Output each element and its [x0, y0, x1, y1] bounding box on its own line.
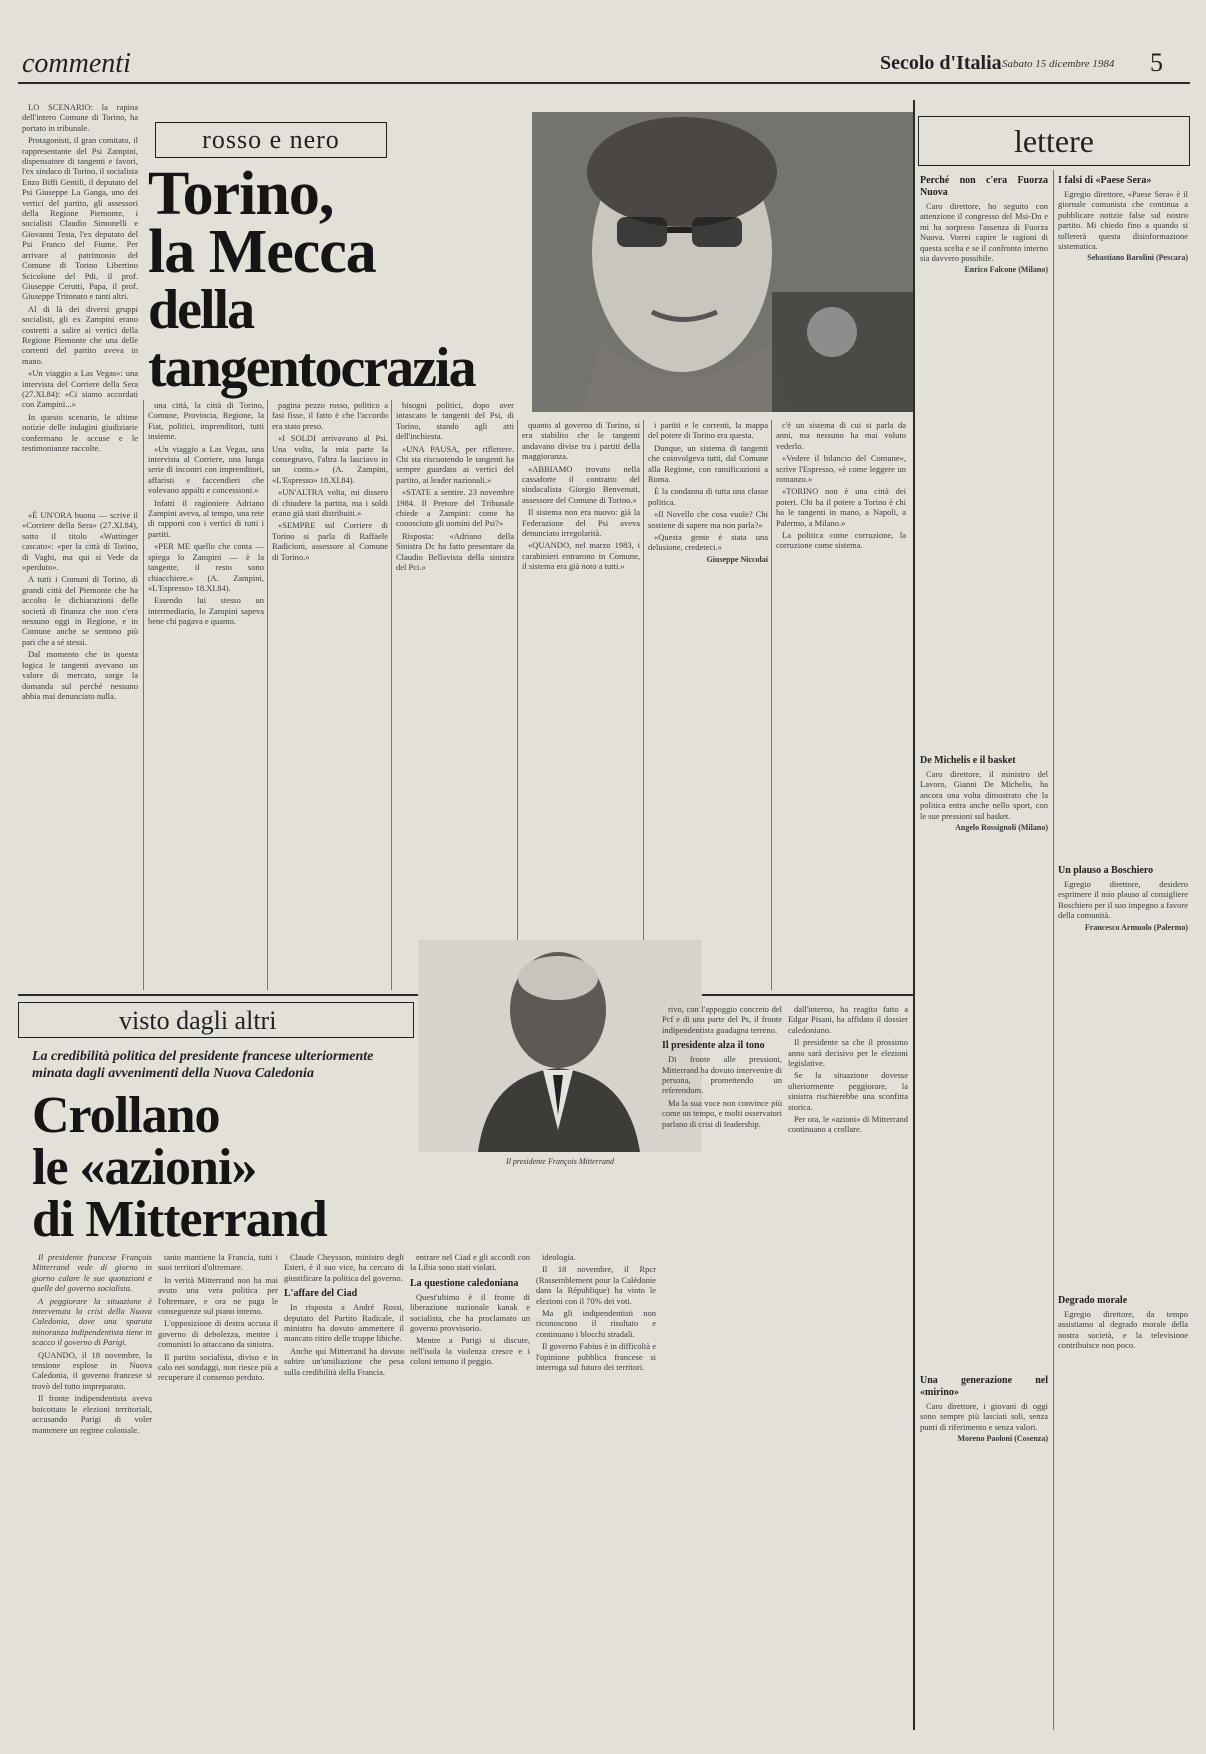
- article1-col6-p2: «ABBIAMO trovato nella cassaforte il contratto del sindacalista Giorgio Benvenuti, assessore del Comune di Torino.»: [522, 463, 640, 505]
- article1-col2-p1: «È UN'ORA buona — scrive il «Corriere della Sera» (27.XI.84), sotto il titolo «Wuttinger cascato»: «per la città di Torino, di Vaghi, ma qui si Vede da «perduto».: [22, 510, 138, 573]
- article1-col6-p4: «QUANDO, nel marzo 1983, i carabinieri entrarono in Comune, il sistema era già noto a tutti.»: [522, 540, 640, 572]
- article2-headline: [32, 1087, 422, 1248]
- column-rule: [771, 420, 772, 990]
- article2-col2-p2: In verità Mitterrand non ha mai avuto una vera politica per l'oltremare, e ora ne paga le conseguenze sul piano interno.: [158, 1274, 278, 1317]
- article2-col2-p4: Il partito socialista, diviso e in calo nei sondaggi, non riesce più a recuperare il consenso perduto.: [158, 1351, 278, 1383]
- article2-col6: [662, 1004, 782, 1732]
- article2-col4-subhead: La questione caledoniana: [410, 1277, 519, 1289]
- article2-col5-p3: Ma gli indipendentisti non riconoscono il risultato e continuano i blocchi stradali.: [536, 1308, 656, 1339]
- letter-3-title: De Michelis e il basket: [920, 755, 1016, 766]
- letter-3-signature: Angelo Rossignoli (Milano): [955, 823, 1048, 833]
- article2-col7-p3: Se la situazione dovesse ulteriormente peggiorare, la sinistra rischierebbe una sconfitta storica.: [788, 1070, 908, 1112]
- article1-col8-p2: «Vedere il bilancio del Comune», scrive l'Espresso, «è come leggere un romanzo.»: [776, 453, 906, 485]
- article2-col4-p3: Mentre a Parigi si discute, nell'isola la violenza cresce e i coloni temono il peggio.: [410, 1335, 530, 1367]
- article1-rubric: rosso e nero: [155, 122, 387, 158]
- article1-col7: [648, 420, 768, 990]
- letter-5: [920, 1370, 1048, 1730]
- article1-col1: [22, 102, 138, 497]
- article1-col5: [396, 400, 514, 990]
- letter-5-body: Caro direttore, i giovani di oggi sono sempre più lasciati soli, senza punti di riferimento e senza valori.: [920, 1401, 1048, 1432]
- article1-headline: [148, 160, 528, 399]
- article1-headline-line2: la Mecca: [148, 218, 376, 286]
- article1-col2-p2: A tutti i Comuni di Torino, di grandi città del Piemonte che ha accolto le dichiarazioni delle società di finanza che non c'era nessuno oggi in Regione, e in Comune anche se sentono più pari che a sé stessi.: [22, 574, 138, 647]
- letter-3: [920, 750, 1048, 1150]
- mitterrand-portrait-illustration: [418, 940, 702, 1152]
- article1-col3: [148, 400, 264, 990]
- article1-col8-p1: c'è un sistema di cui si parla da anni, ma nessuno ha mai voluto vederlo.: [776, 420, 906, 451]
- article2-col1-p1: Il presidente francese François Mitterrand vede di giorno in giorno calare le sue quotazioni e quelle del governo socialista.: [32, 1252, 152, 1294]
- letter-4: [1058, 860, 1188, 1260]
- article1-col3-p4: «PER ME quello che conta — spiega lo Zampini — è la tangente, il resto sono chiacchiere.» (A. Zampini, «L'Espresso» 18.XI.84).: [148, 541, 264, 593]
- article2-col3-subhead: L'affare del Ciad: [284, 1288, 358, 1300]
- article2-photo: [418, 940, 702, 1168]
- article2-headline-line3: di Mitterrand: [32, 1191, 327, 1248]
- article1-col7-p4: «Il Novello che cosa vuole? Chi sostiene di sapere ma non parla?»: [648, 509, 768, 530]
- letter-4-title: Un plauso a Boschiero: [1058, 865, 1154, 876]
- letter-6-body: Egregio direttore, da tempo assistiamo al degrado morale della nostra società, e la televisione contribuisce non poco.: [1058, 1309, 1188, 1351]
- article2-col7-p2: Il presidente sa che il prossimo anno sarà decisivo per le elezioni legislative.: [788, 1037, 908, 1069]
- article2-col3-p3: Anche qui Mitterrand ha dovuto subire un'umiliazione che pesa sulla credibilità della Francia.: [284, 1345, 404, 1377]
- article2-col1-p2: A peggiorare la situazione è intervenuta la crisi della Nuova Caledonia, dove una sparuta minoranza indipendentista tiene in scacco il governo di Parigi.: [32, 1295, 152, 1348]
- letter-1-title: Perché non c'era Fuorza Nuova: [920, 175, 1048, 198]
- article2-col2: [158, 1252, 278, 1732]
- article2-col2-p3: L'opposizione di destra accusa il governo di debolezza, mentre i comunisti lo attaccano da sinistra.: [158, 1318, 278, 1350]
- article2-photo-caption: Il presidente François Mitterrand: [506, 1157, 614, 1166]
- article1-col2-p3: Dal momento che in questa logica le tangenti avevano un valore di mercato, sorge la domanda sul perché nessuno abbia mai denunciato nulla.: [22, 649, 138, 701]
- letters-divider: [913, 100, 915, 1730]
- letter-2-signature: Sebastiano Barolini (Pescara): [1087, 253, 1188, 263]
- article2-col4-p1: entrare nel Ciad e gli accordi con la Libia sono stati violati.: [410, 1252, 530, 1273]
- article1-col4-p2: «I SOLDI arrivavano al Psi. Una volta, la mia parte la consegnavo, l'altra la lasciavo in un conto.» (A. Zampini, «L'Espresso» 18.XI.84).: [272, 433, 388, 485]
- article1-col1-p2: Protagonisti, il gran comitato, il rappresentante del Psi Zampini, dispensatore di tangenti e favori, l'ex sindaco di Torino, il socialista Enzo Biffi Gentili, il deputato del Psi Giuseppe La Ganga, uno dei vertici del partito, gli assessori della Regione Piemonte, i socialisti Claudio Simonelli e Giovanni Testa, l'ex deputato del Psi Franco del Fiume. Per arrivare al patrimonio del Comune di Torino Libertino Scicolone del Pdi, il prof. Giuseppe Cerutti, Papa, il prof. Giuseppe Tritonato e tanti altri.: [22, 135, 138, 302]
- article1-headline-line1: Torino,: [148, 160, 334, 228]
- article2-col4-p2: Quest'ultimo è il fronte di liberazione nazionale kanak e socialista, che ha proclamato un governo provvisorio.: [410, 1291, 530, 1334]
- article1-col3-p1: una città, la città di Torino, Comune, Provincia, Regione, la Fiat, politici, imprenditori, tutti insieme.: [148, 400, 264, 442]
- article1-col7-p2: Dunque, un sistema di tangenti che coinvolgeva tutti, dal Comune alla Regione, con ramificazioni a Roma.: [648, 442, 768, 485]
- article2-col3: [284, 1252, 404, 1732]
- article2-col5: [536, 1252, 656, 1732]
- article2-deck: La credibilità politica del presidente francese ulteriormente minata dagli avvenimenti della Nuova Caledonia: [32, 1049, 374, 1081]
- letter-3-body: Caro direttore, il ministro del Lavoro, Gianni De Michelis, ha ancora una volta dimostrato che la politica entra anche nello sport, con le sue pressioni sul basket.: [920, 769, 1048, 821]
- article2-col7-p1: dall'interno, ha reagito fatto a Edgar Pisani, ha affidato il dossier caledoniano.: [788, 1004, 908, 1035]
- article2-col3-p2: In risposta a André Rossi, deputato del Partito Radicale, il ministro ha dovuto ammettere il mancato ritiro delle truppe libiche.: [284, 1302, 404, 1344]
- article1-photo: [532, 112, 914, 412]
- article1-col5-p4: Risposta: «Adriano della Sinistra Dc ha fatto presentare da Claudio Bellavista della sinistra del Pci.»: [396, 530, 514, 573]
- letter-2-body: Egregio direttore, «Paese Sera» è il giornale comunista che continua a pubblicare notizie false sul nostro partito. Mi chiedo fino a quando si tollererà questa disinformazione sistematica.: [1058, 189, 1188, 252]
- article1-col6-p1: quanto al governo di Torino, si era stabilito che le tangenti andavano divise tra i partiti della maggioranza.: [522, 420, 640, 462]
- article1-col8-p4: La politica come corruzione, la corruzione come sistema.: [776, 530, 906, 551]
- paper-name: Secolo d'Italia: [880, 52, 1002, 74]
- letter-6-title: Degrado morale: [1058, 1295, 1128, 1306]
- article1-col3-p2: «Un viaggio a Las Vegas, una intervista al Corriere, una lunga serie di incontri con imprenditori, affaristi e faccendieri che volevano appalti e concessioni.»: [148, 443, 264, 496]
- article2-col6-p2: Di fronte alle pressioni, Mitterrand ha dovuto intervenire di persona, promettendo un referendum.: [662, 1054, 782, 1096]
- page-number: 5: [1150, 48, 1163, 77]
- article2-col2-p1: tanto mantiene la Francia, tutti i suoi territori d'oltremare.: [158, 1252, 278, 1273]
- issue-date: Sabato 15 dicembre 1984: [1002, 58, 1115, 70]
- article1-headline-line3: della tangentocrazia: [148, 279, 475, 399]
- article1-col4-p1: pagina pezzo rosso, politico a fasi fisse, il fatto è che l'accordo era stato preso.: [272, 400, 388, 431]
- article2-col7: [788, 1004, 908, 1732]
- letter-4-signature: Francesco Armuolo (Palermo): [1084, 922, 1188, 932]
- article2-headline-line1: Crollano: [32, 1087, 220, 1144]
- article1-col8: [776, 420, 906, 990]
- article2-col7-p4: Per ora, le «azioni» di Mitterrand continuano a crollare.: [788, 1114, 908, 1135]
- letter-6: [1058, 1290, 1188, 1730]
- article1-col7-p1: i partiti e le correnti, la mappa del potere di Torino era questa.: [648, 420, 768, 441]
- article2-col1-p3: QUANDO, il 18 novembre, la tensione esplose in Nuova Caledonia, il governo francese si trovò del tutto impreparato.: [32, 1349, 152, 1391]
- letter-4-body: Egregio direttore, desidero esprimere il mio plauso al consigliere Boschiero per il suo impegno a favore della comunità.: [1058, 879, 1188, 921]
- letter-5-signature: Moreno Paoloni (Cosenza): [957, 1434, 1048, 1444]
- article1-col5-p2: «UNA PAUSA, per riflettere. Chi sta riscuotendo le tangenti ha sempre guardato ai vertici del partito, ai leader nazionali.»: [396, 443, 514, 485]
- article1-signature: Giuseppe Niccolai: [706, 554, 768, 564]
- article1-col3-p5: Essendo lui stesso un intermediario, lo Zampini sapeva bene chi pagava e quanto.: [148, 595, 264, 627]
- portrait-photo-illustration: [532, 112, 914, 412]
- letter-2: [1058, 170, 1188, 730]
- article1-col4: [272, 400, 388, 990]
- letters-column-rule: [1053, 170, 1054, 1730]
- column-rule: [517, 420, 518, 990]
- article1-col2: [22, 510, 138, 990]
- article1-col5-p3: «STATE a sentire. 23 novembre 1984. Il Pretore del Tribunale chiede a Zampini: come ha conosciuto gli uomini del Psi?»: [396, 487, 514, 529]
- letters-title: lettere: [918, 116, 1190, 166]
- article1-col3-p3: Infatti il ragioniere Adriano Zampini aveva, al tempo, una rete di rapporti con i vertici di tutti i partiti.: [148, 497, 264, 539]
- article1-col6-p3: Il sistema non era nuovo: già la Federazione del Psi aveva denunciato irregolarità.: [522, 507, 640, 539]
- article2-col6-p1: rivo, con l'appoggio concreto del Pcf e di una parte del Ps, il fronte indipendentista guadagna terreno.: [662, 1004, 782, 1035]
- article2-col5-p1: ideologia.: [542, 1252, 576, 1262]
- article2-rubric: visto dagli altri: [18, 1002, 414, 1038]
- letter-2-title: I falsi di «Paese Sera»: [1058, 175, 1152, 186]
- column-rule: [143, 400, 144, 990]
- article1-col1-p4: «Un viaggio a Las Vegas»: una intervista del Corriere della Sera (27.XI.84): «Ci siamo accordati con Zampini...»: [22, 368, 138, 410]
- article1-col1-p3: Al di là dei diversi gruppi socialisti, gli ex Zampini erano costretti a salire ai vertici della Regione Piemonte che una delle correnti del partito aveva in mano.: [22, 303, 138, 366]
- article2-col5-p4: Il governo Fabius è in difficoltà e l'opinione pubblica francese si interroga sul futuro dei territori.: [536, 1341, 656, 1373]
- article2-col1: [32, 1252, 152, 1732]
- article1-col7-p5: «Questa gente è stata una delusione, credeteci.»: [648, 532, 768, 553]
- article1-col1-p1: LO SCENARIO: la rapina dell'intero Comune di Torino, ha portato in tribunale.: [22, 102, 138, 133]
- section-title: commenti: [22, 48, 131, 79]
- article2-col5-p2: Il 18 novembre, il Rpcr (Rassemblement pour la Calédonie dans la République) ha vinto le elezioni con il 70% dei voti.: [536, 1264, 656, 1306]
- column-rule: [643, 420, 644, 990]
- article2-col3-p1: Claude Cheysson, ministro degli Esteri, è il suo vice, ha cercato di giustificare la politica del governo.: [284, 1252, 404, 1283]
- article2-headline-line2: le «azioni»: [32, 1139, 257, 1196]
- article2-col6-subhead: Il presidente alza il tono: [662, 1040, 765, 1052]
- column-rule: [267, 400, 268, 990]
- article1-col4-p3: «UN'ALTRA volta, mi dissero di chiudere la partita, ma i soldi erano già stati distribuiti.»: [272, 487, 388, 519]
- letter-1-signature: Enrico Falcone (Milano): [964, 265, 1048, 275]
- article1-col4-p4: «SEMPRE sul Corriere di Torino si parla di Raffaele Radicioni, assessore al Comune di Torino.»: [272, 520, 388, 562]
- letter-1-body: Caro direttore, ho seguito con attenzione il congresso del Msi-Dn e mi ha sorpreso l'assenza di Fuorza Nuova. Vorrei capire le ragioni di questa scelta e se il confronto interno sia davvero possibile.: [920, 201, 1048, 264]
- letter-5-title: Una generazione nel «mirino»: [920, 1375, 1048, 1398]
- article1-col8-p3: «TORINO non è una città dei poteri. Chi ha il potere a Torino è chi ha le tangenti in mano, a Napoli, a Palermo, a Milano.»: [776, 486, 906, 528]
- article1-col5-p1: bisogni politici, dopo aver intascato le tangenti del Psi, di Torino, stando agli atti dell'inchiesta.: [396, 400, 514, 442]
- article1-col1-p5: In questo scenario, le ultime notizie delle indagini giudiziarie confermano le accuse e le testimonianze raccolte.: [22, 411, 138, 453]
- header-rule: [18, 82, 1190, 84]
- article1-col7-p3: È la condanna di tutta una classe politica.: [648, 486, 768, 507]
- article1-col6: [522, 420, 640, 990]
- article2-col1-p4: Il fronte indipendentista aveva boicottato le elezioni territoriali, accusando Parigi di voler mantenere un regime coloniale.: [32, 1393, 152, 1435]
- article2-col6-p3: Ma la sua voce non convince più come un tempo, e molti osservatori parlano di crisi di leadership.: [662, 1097, 782, 1129]
- letter-1: [920, 170, 1048, 730]
- article2-col4: [410, 1252, 530, 1732]
- column-rule: [391, 400, 392, 990]
